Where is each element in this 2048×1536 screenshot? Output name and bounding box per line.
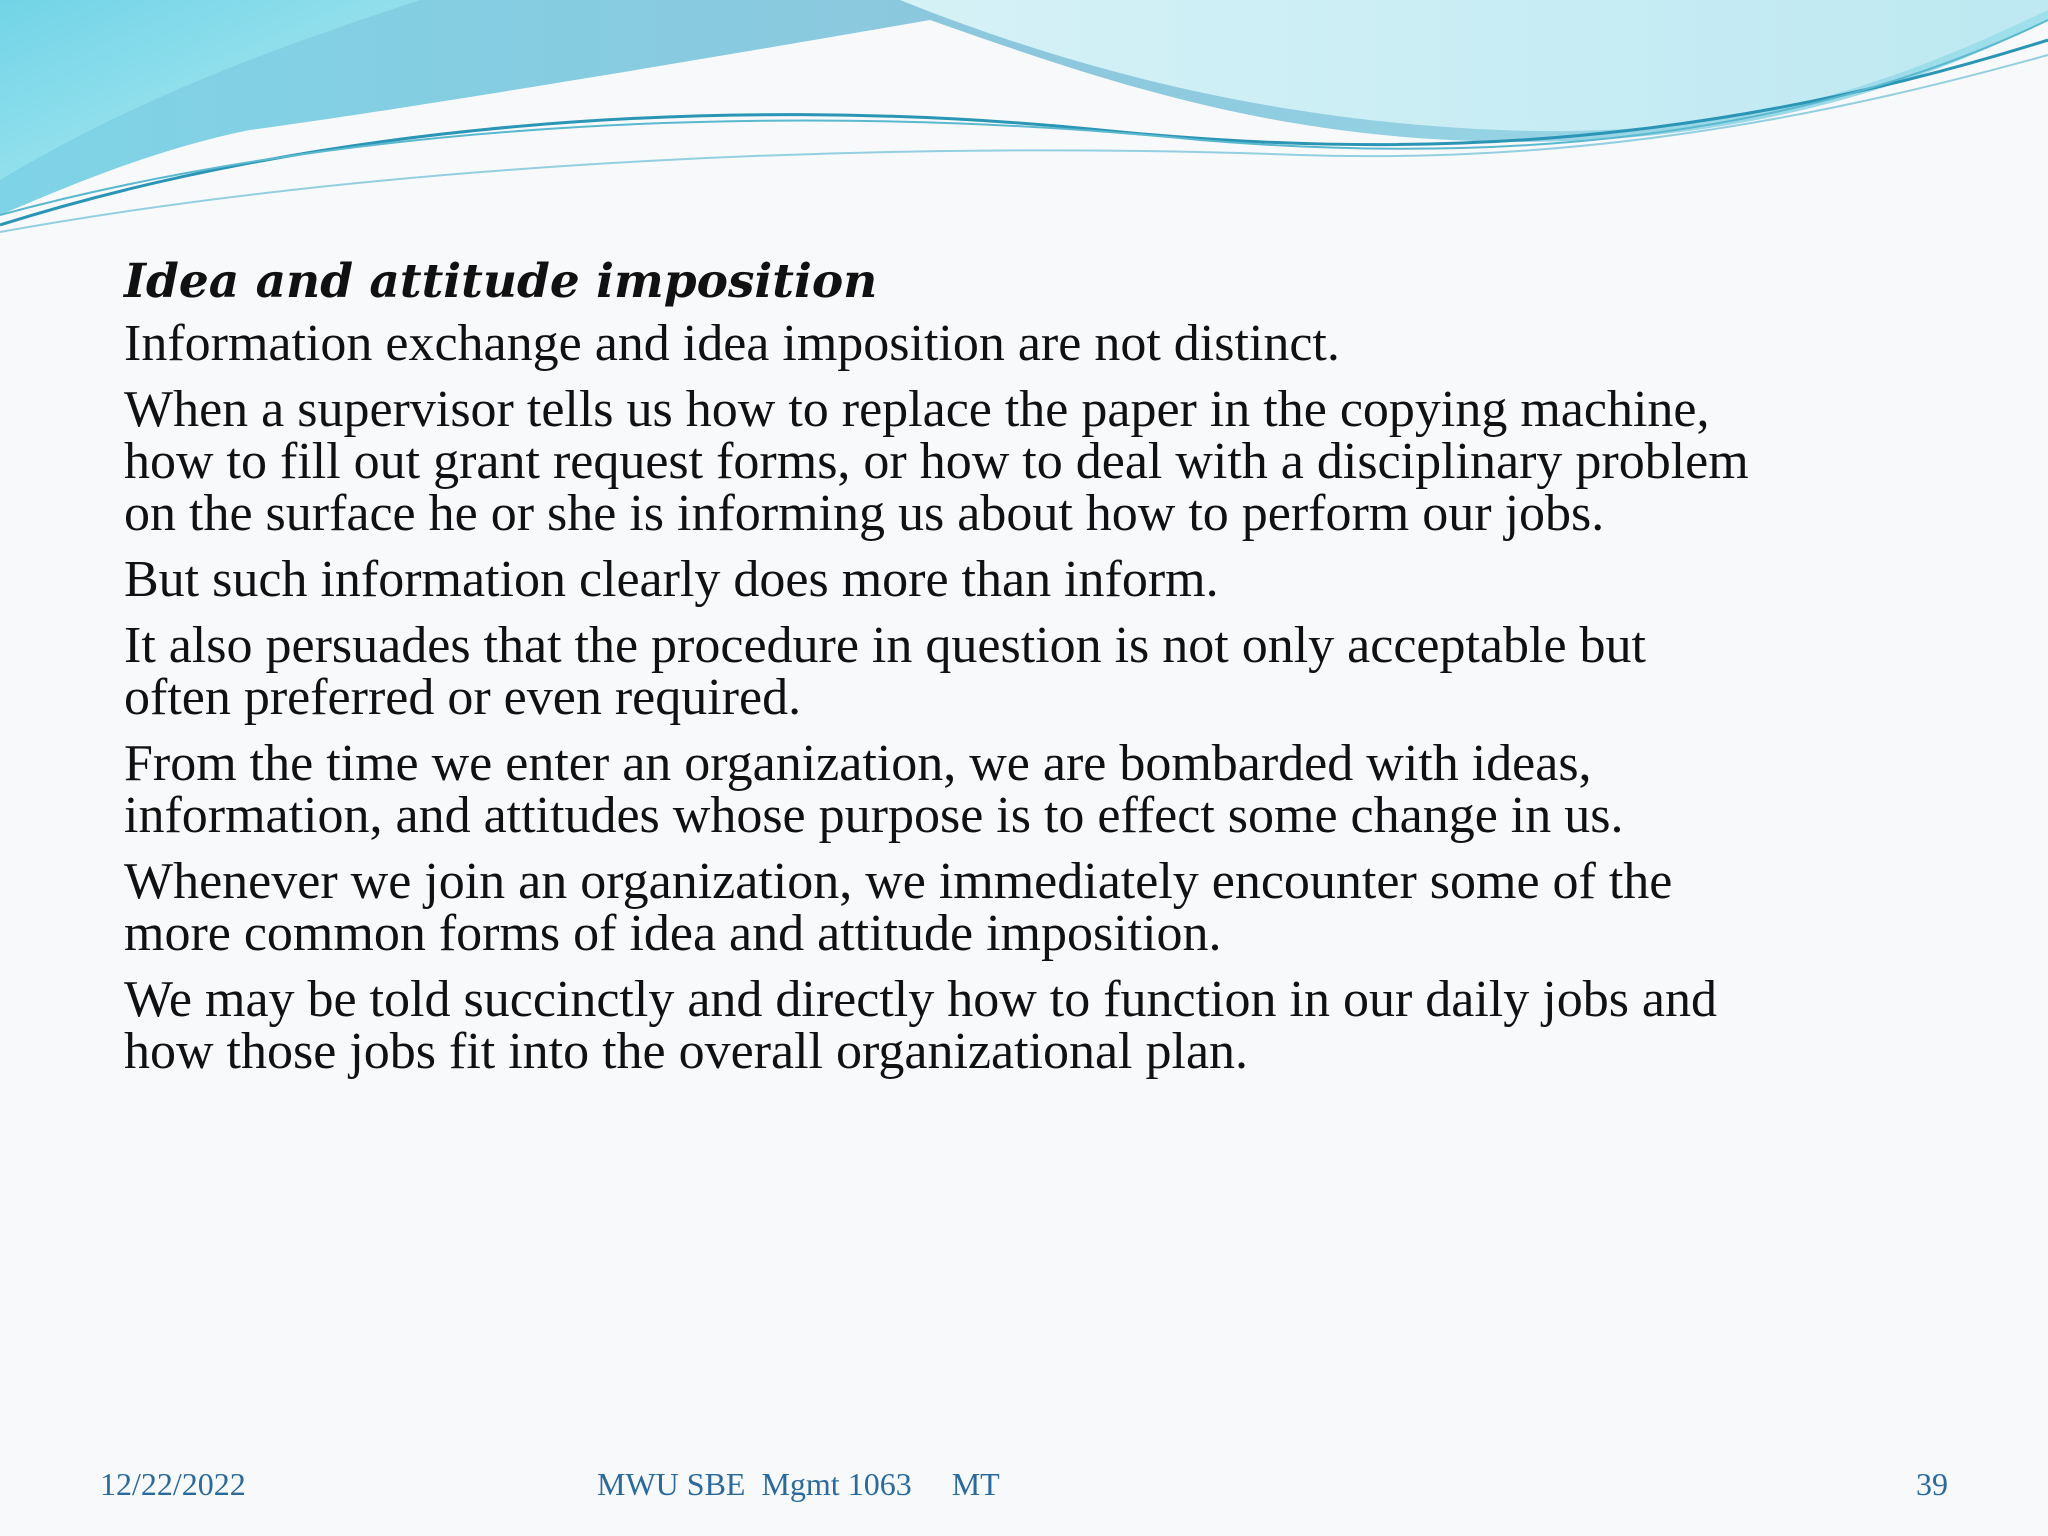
text-line: Information exchange and idea imposition are not distinct.: [124, 315, 1340, 372]
text-line: information, and attitudes whose purpose is to effect some change in us.: [124, 787, 1624, 844]
decorative-wave-banner: [0, 0, 2048, 240]
paragraph-7: [124, 971, 1984, 1080]
text-line: how to fill out grant request forms, or how to deal with a disciplinary problem: [124, 433, 1749, 490]
footer-course: MWU SBE Mgmt 1063 MT: [597, 1466, 1000, 1502]
text-line: how those jobs fit into the overall organizational plan.: [124, 1023, 1249, 1080]
text-line: We may be told succinctly and directly how to function in our daily jobs and: [124, 971, 1718, 1028]
text-line: When a supervisor tells us how to replace the paper in the copying machine,: [124, 381, 1710, 438]
text-line: It also persuades that the procedure in question is not only acceptable but: [124, 617, 1646, 674]
slide-body: [124, 254, 1984, 1092]
text-line: often preferred or even required.: [124, 669, 802, 726]
text-line: But such information clearly does more than inform.: [124, 551, 1219, 608]
text-line: more common forms of idea and attitude imposition.: [124, 905, 1222, 962]
text-line: From the time we enter an organization, we are bombarded with ideas,: [124, 735, 1592, 792]
paragraph-3: [124, 551, 1984, 608]
paragraph-5: [124, 735, 1984, 844]
paragraph-6: [124, 853, 1984, 962]
footer-date: 12/22/2022: [100, 1466, 246, 1502]
text-line: Whenever we join an organization, we immediately encounter some of the: [124, 853, 1673, 910]
paragraph-1: [124, 315, 1984, 372]
footer-page-number: 39: [1916, 1466, 1948, 1502]
text-line: on the surface he or she is informing us about how to perform our jobs.: [124, 485, 1605, 542]
slide-heading: Idea and attitude imposition: [124, 254, 878, 309]
paragraph-2: [124, 381, 1984, 542]
paragraph-4: [124, 617, 1984, 726]
